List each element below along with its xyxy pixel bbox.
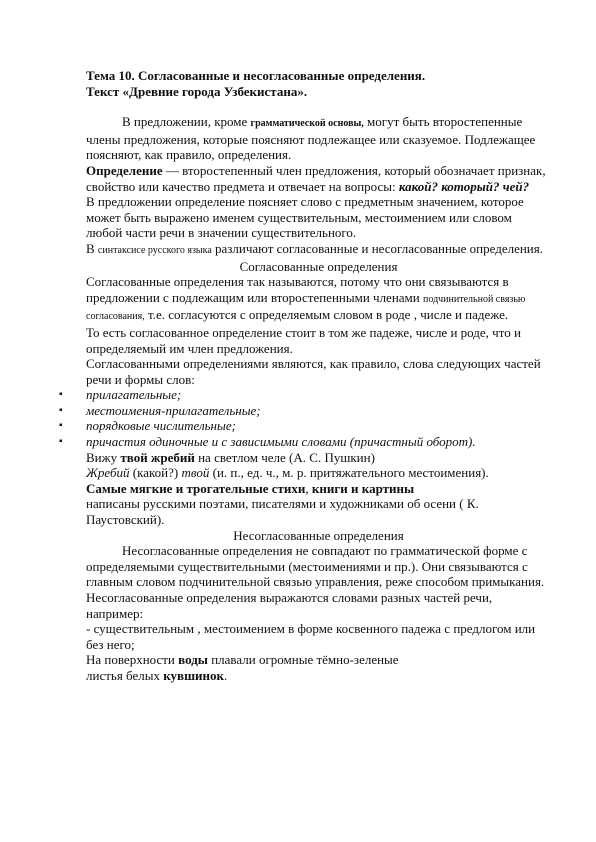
document-content <box>86 68 551 684</box>
analysis-definition: твой <box>181 465 210 481</box>
list-item: ▪ порядковые числительные; <box>86 418 551 434</box>
example-pushkin <box>86 450 551 466</box>
list-item: ▪ местоимения-прилагательные; <box>86 403 551 419</box>
example-water-lilies <box>86 652 551 683</box>
distinction-paragraph <box>86 241 551 259</box>
agreed-paragraph-2: То есть согласованное определение стоит в том же падеже, числе и роде, что и определяемый им член предложения. <box>86 324 521 356</box>
agreed-text: Согласованные определения так называются, потому что они связываются в предложении с подлежащим или второстепенными членами <box>86 274 509 305</box>
example-text-cont: плавали огромные тёмно-зеленые <box>207 652 399 668</box>
agreement-term: подчинительной связью согласования, <box>86 293 526 323</box>
example-highlight-2: книги и картины <box>311 480 415 496</box>
example-text-line2: листья белых <box>86 667 164 683</box>
example-highlight: воды <box>178 652 208 668</box>
unagreed-paragraph: Несогласованные определения не совпадают по грамматической форме с определяемыми существительными (местоимениями и пр.). Они связываются с главным словом подчинительной связью управления, реже способом примыкания. <box>86 543 545 590</box>
example-paustovsky <box>86 481 551 528</box>
definition-text: — второстепенный член предложения, который обозначает признак, свойство или качество предмета и отвечает на вопросы: <box>86 162 546 194</box>
spacer <box>86 99 551 114</box>
text-title: Текст «Древние города Узбекистана». <box>86 83 308 99</box>
syntax-term: синтаксисе русского языка <box>97 244 212 256</box>
intro-paragraph <box>86 114 551 163</box>
intro-text: В предложении, кроме <box>122 114 251 130</box>
list-item: ▪ причастия одиночные и с зависимыми словами (причастный оборот). <box>86 434 551 450</box>
definition-paragraph <box>86 163 551 194</box>
example-text: Вижу <box>86 449 121 465</box>
explanation-paragraph: В предложении определение поясняет слово с предметным значением, которое может быть выражено именем существительным, местоимением или словом любой части речи в значении существительного. <box>86 194 524 241</box>
definition-term: Определение <box>86 162 163 178</box>
example-highlight: твой жребий <box>120 449 195 465</box>
definition-questions: какой? который? чей? <box>398 178 530 194</box>
example-text-cont: написаны русскими поэтами, писателями и художниками об осени ( К. Паустовский). <box>86 496 479 528</box>
example-highlight-2: кувшинок <box>163 667 225 683</box>
agreed-paragraph-3: Согласованными определениями являются, как правило, слова следующих частей речи и формы слов: <box>86 356 541 387</box>
analysis-note: (и. п., ед. ч., м. р. притяжательного местоимения). <box>209 465 489 481</box>
example-text-cont: на светлом челе (А. С. Пушкин) <box>194 449 375 465</box>
example-comma: , <box>305 480 312 496</box>
agreed-heading: Согласованные определения <box>239 258 398 274</box>
unagreed-paragraph-3: - существительным , местоимением в форме косвенного падежа с предлогом или без него; <box>86 621 536 652</box>
grammar-basis-term: грамматической основы, <box>250 118 364 130</box>
analysis-word: Жребий <box>86 465 130 481</box>
parts-of-speech-list <box>86 387 551 449</box>
agreed-paragraph <box>86 274 551 325</box>
example-period: . <box>224 667 228 683</box>
list-item: ▪ прилагательные; <box>86 387 551 403</box>
distinction-text-cont: различают согласованные и несогласованные определения. <box>211 240 543 256</box>
agreed-text-cont: т.е. согласуются с определяемым словом в роде , числе и падеже. <box>144 307 509 323</box>
unagreed-paragraph-2: Несогласованные определения выражаются словами разных частей речи, например: <box>86 590 493 621</box>
example-highlight: Самые мягкие и трогательные стихи <box>86 480 306 496</box>
analysis-question: (какой?) <box>129 465 182 481</box>
intro-text-cont: могут быть второстепенные члены предложения, которые поясняют подлежащее или сказуемое. Подлежащее поясняют, как правило, определения. <box>86 114 536 163</box>
unagreed-heading: Несогласованные определения <box>233 527 404 543</box>
example-text: На поверхности <box>86 652 179 668</box>
example-analysis <box>86 465 551 481</box>
distinction-text: В <box>86 240 98 256</box>
topic-title: Тема 10. Согласованные и несогласованные определения. <box>86 68 426 83</box>
